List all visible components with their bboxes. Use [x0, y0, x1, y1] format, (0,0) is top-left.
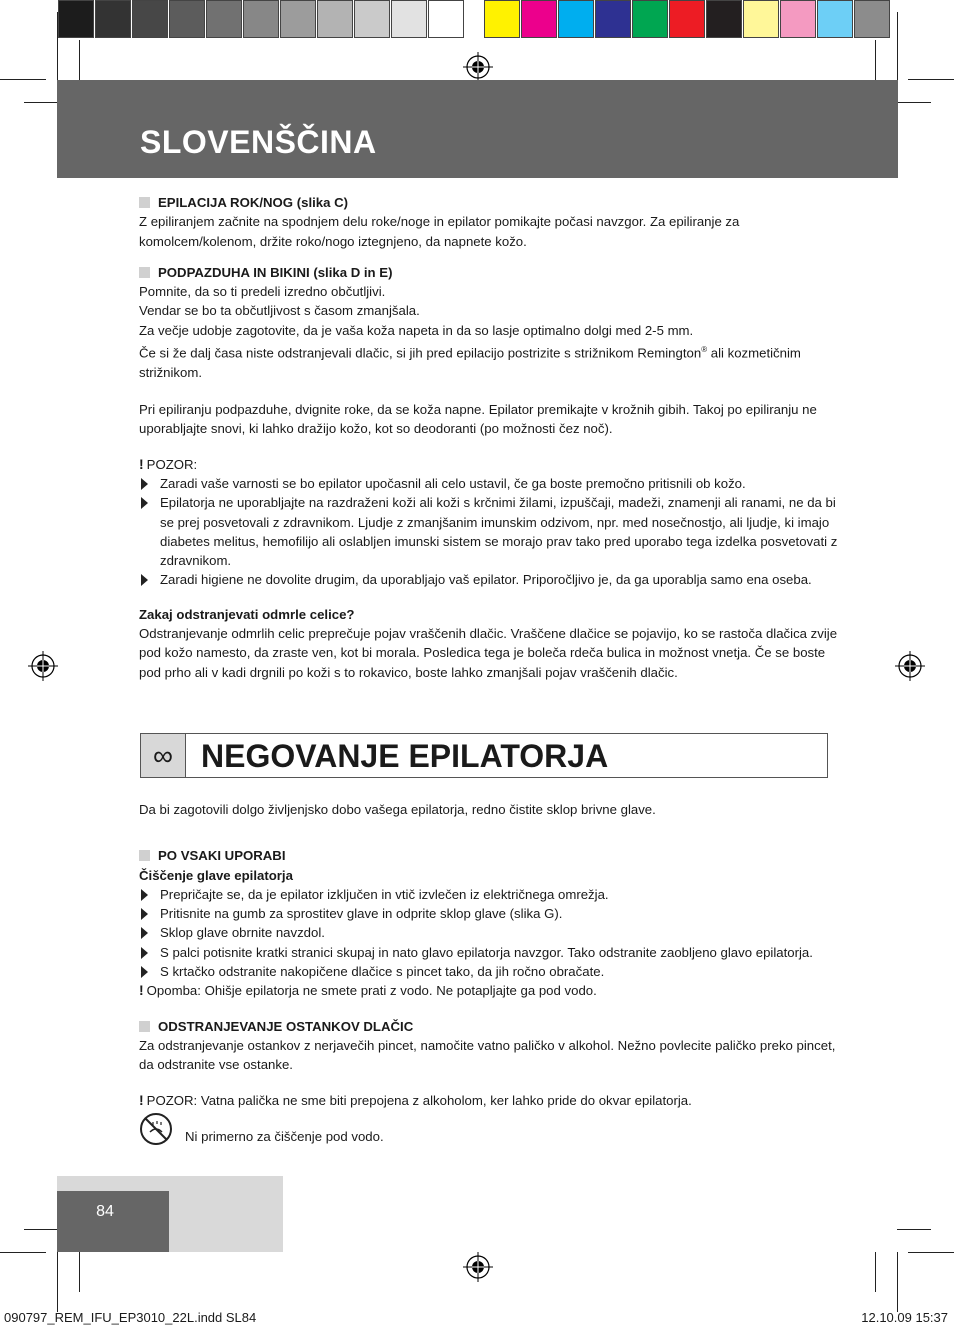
list-item [139, 962, 849, 981]
color-swatch [595, 0, 631, 38]
square-bullet-icon [139, 197, 150, 208]
color-swatch [743, 0, 779, 38]
crop-mark [908, 79, 954, 80]
subheading: Čiščenje glave epilatorja [139, 867, 293, 883]
no-water-notice [139, 1112, 849, 1146]
crop-mark [24, 1229, 58, 1230]
triangle-bullet-icon [141, 478, 148, 490]
color-swatch [206, 0, 242, 38]
no-water-icon [139, 1112, 175, 1146]
crop-mark [57, 1252, 58, 1312]
color-swatch [817, 0, 853, 38]
paragraph: Da bi zagotovili dolgo življenjsko dobo vašega epilatorja, redno čistite sklop brivne glave. [139, 802, 656, 817]
registration-target-icon [895, 651, 925, 681]
section-heading [139, 263, 849, 282]
color-swatch [391, 0, 427, 38]
warning-icon: ! [139, 1091, 144, 1108]
list-item-text: Prepričajte se, da je epilator izključen in vtič izvlečen iz električnega omrežja. [160, 886, 609, 902]
note [139, 981, 849, 1000]
infinity-icon: ∞ [141, 734, 186, 777]
warning-text: POZOR: Vatna palička ne sme biti prepojena z alkoholom, ker lahko pride do okvar epilatorja. [146, 1092, 692, 1108]
care-content [139, 800, 849, 1146]
crop-mark [897, 12, 898, 82]
crop-mark [0, 1252, 46, 1253]
paragraph: Za večje udobje zagotovite, da je vaša koža napeta in da so lasje optimalno dolgi med 2-5 mm. [139, 322, 694, 338]
list-item [139, 943, 849, 962]
color-swatch [243, 0, 279, 38]
color-swatch [669, 0, 705, 38]
section-heading [139, 193, 849, 212]
color-swatch [854, 0, 890, 38]
triangle-bullet-icon [141, 889, 148, 901]
color-swatch [280, 0, 316, 38]
section-heading [139, 1017, 849, 1036]
color-swatch [632, 0, 668, 38]
registration-target-icon [463, 1252, 493, 1282]
registered-mark: ® [701, 345, 708, 355]
list-item [139, 904, 849, 923]
triangle-bullet-icon [141, 947, 148, 959]
color-swatch [317, 0, 353, 38]
color-swatch [558, 0, 594, 38]
color-swatch [428, 0, 464, 38]
list-item [139, 493, 849, 570]
list-item [139, 923, 849, 942]
section-heading [139, 846, 849, 865]
color-swatch [780, 0, 816, 38]
list-item-text: S krtačko odstranite nakopičene dlačice s pincet tako, da jih ročno obračate. [160, 964, 605, 980]
crop-mark [875, 1252, 876, 1292]
list-item [139, 885, 849, 904]
square-bullet-icon [139, 850, 150, 861]
square-bullet-icon [139, 1021, 150, 1032]
text-run: Če si že dalj časa niste odstranjevali dlačic, si jih pred epilacijo postrizite s strižnikom Remington [139, 345, 702, 361]
text-run: ali kozmetičnim strižnikom. [139, 345, 801, 380]
note-text: Opomba: Ohišje epilatorja ne smete prati z vodo. Ne potapljajte ga pod vodo. [146, 983, 597, 999]
heading-text: ODSTRANJEVANJE OSTANKOV DLAČIC [158, 1018, 414, 1034]
process-color-bar [484, 0, 891, 38]
subheading: Zakaj odstranjevati odmrle celice? [139, 606, 355, 622]
crop-mark [0, 79, 46, 80]
warning-icon: ! [139, 982, 144, 999]
crop-mark [897, 102, 931, 103]
paragraph: Z epiliranjem začnite na spodnjem delu roke/noge in epilator pomikajte počasi navzgor. Za epiliranje za komolcem/kolenom, držite roko/nogo iztegnjeno, da napnete kožo. [139, 214, 740, 249]
crop-mark [79, 1252, 80, 1292]
list-item-text: Pritisnite na gumb za sprostitev glave in odprite sklop glave (slika G). [160, 906, 563, 922]
section-header-box [140, 733, 828, 778]
main-content [139, 193, 849, 682]
paragraph: Vendar se bo ta občutljivost s časom zmanjšala. [139, 303, 420, 319]
paragraph: Pri epiliranju podpazduhe, dvignite roke, da se koža napne. Epilator premikajte v krožnih gibih. Takoj po epiliranju ne uporabljajte snovi, ki lahko dražijo kožo, kot so deodoranti (po možnosti čez noč). [139, 402, 817, 437]
crop-mark [24, 102, 58, 103]
list-item-text: Epilatorja ne uporabljajte na razdraženi koži ali koži s krčnimi žilami, izpuščaji, madeži, znamenji ali ranami, ne da bi se prej posvetovali z zdravnikom. Ljudje z zmanjšanim imunskim odzivom, npr. med nosečnostjo, ali ljudje, ki imajo diabetes melitus, hemofilijo ali oslabljen imunski sistem se morajo prav tako pred uporabo tega izdelka posvetovati z zdravnikom. [160, 495, 838, 569]
color-swatch [95, 0, 131, 38]
paragraph: Odstranjevanje odmrlih celic preprečuje pojav vraščenih dlačic. Vraščene dlačice se pojavijo, ko se rastoča dlačica zvije pod kožo namesto, da zraste ven, kot bi morala. Posledica tega je boleča rdeča bulica in možnost vnetja. Če se boste pod prho ali v kadi drgnili po koži s to rokavico, boste lahko zmanjšali pojav vraščenih dlačic. [139, 626, 838, 680]
color-swatch [521, 0, 557, 38]
crop-mark [897, 1229, 931, 1230]
page-number-box [57, 1191, 169, 1252]
language-title: SLOVENŠČINA [140, 124, 377, 160]
registration-target-icon [28, 651, 58, 681]
page-number: 84 [96, 1203, 114, 1220]
paragraph: Pomnite, da so ti predeli izredno občutljivi. [139, 284, 386, 300]
warning-label [139, 455, 849, 474]
crop-mark [897, 1252, 898, 1312]
color-swatch [132, 0, 168, 38]
crop-mark [875, 40, 876, 82]
paragraph: Za odstranjevanje ostankov z nerjavečih pincet, namočite vatno paličko v alkohol. Nežno povlecite paličko preko pincet, da odstranite vse ostanke. [139, 1037, 836, 1073]
grayscale-color-bar [58, 0, 465, 38]
color-swatch [169, 0, 205, 38]
crop-mark [57, 12, 58, 82]
triangle-bullet-icon [141, 927, 148, 939]
list-item-text: Sklop glave obrnite navzdol. [160, 925, 325, 941]
no-water-text: Ni primerno za čiščenje pod vodo. [185, 1128, 384, 1144]
paragraph [139, 340, 849, 382]
warning-text: POZOR: [146, 456, 198, 472]
registration-target-icon [463, 52, 493, 82]
date-slug: 12.10.09 15:37 [861, 1310, 948, 1325]
heading-text: PODPAZDUHA IN BIKINI (slika D in E) [158, 264, 393, 280]
square-bullet-icon [139, 267, 150, 278]
color-swatch [354, 0, 390, 38]
triangle-bullet-icon [141, 908, 148, 920]
section-title: NEGOVANJE EPILATORJA [201, 738, 609, 774]
color-swatch [58, 0, 94, 38]
file-slug: 090797_REM_IFU_EP3010_22L.indd SL84 [4, 1310, 257, 1325]
list-item [139, 474, 849, 493]
triangle-bullet-icon [141, 966, 148, 978]
list-item-text: Zaradi higiene ne dovolite drugim, da uporabljajo vaš epilator. Priporočljivo je, da ga uporablja samo ena oseba. [160, 572, 812, 588]
crop-mark [79, 40, 80, 82]
triangle-bullet-icon [141, 574, 148, 586]
heading-text: EPILACIJA ROK/NOG (slika C) [158, 195, 349, 210]
list-item [139, 570, 849, 589]
warning-icon: ! [139, 455, 144, 472]
heading-text: PO VSAKI UPORABI [158, 848, 286, 864]
color-swatch [484, 0, 520, 38]
triangle-bullet-icon [141, 497, 148, 509]
list-item-text: S palci potisnite kratki stranici skupaj in nato glavo epilatorja navzgor. Tako odstranite zaobljeno glavo epilatorja. [160, 944, 813, 960]
list-item-text: Zaradi vaše varnosti se bo epilator upočasnil ali celo ustavil, če ga boste premočno pritisnili ob kožo. [160, 475, 746, 491]
warning-note [139, 1091, 849, 1110]
color-swatch [706, 0, 742, 38]
crop-mark [908, 1252, 954, 1253]
